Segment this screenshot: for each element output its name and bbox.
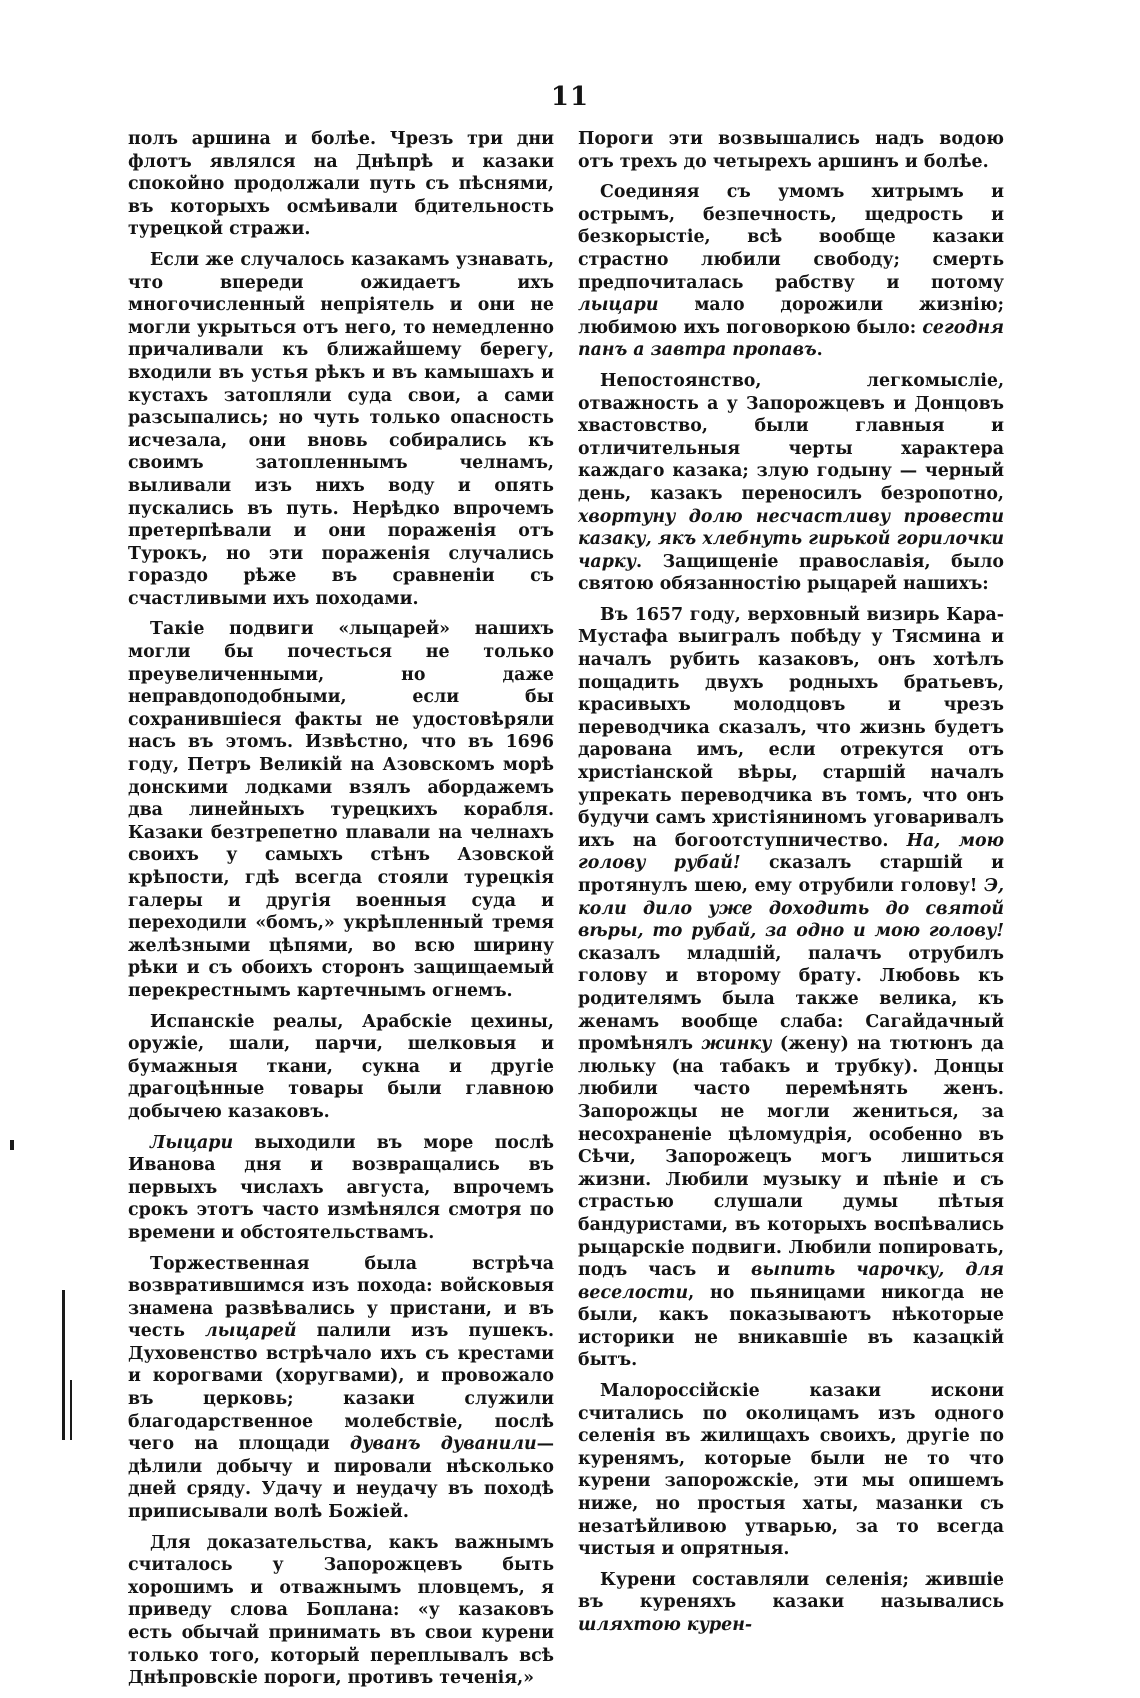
text-run: Курени составляли селенія; жившіе въ куреняхъ казаки назывались (578, 1569, 1004, 1613)
italic-run: выпить чарочку, для веселости (578, 1260, 1004, 1303)
italic-run: дуванъ дуванили (349, 1434, 537, 1455)
text-run: Испанскіе реалы, Арабскіе цехины, оружіе, шали, парчи, шелковыя и бумажныя ткани, сукна и другіе драгоцѣнные товары были главною добычею казаковъ. (128, 1011, 554, 1122)
text-run: сказалъ младшій, палачъ отрубилъ голову и второму брату. Любовь къ родителямъ была также велика, къ женамъ вообще слаба: Сагайдачный промѣнялъ (578, 943, 1004, 1055)
paragraph (578, 1380, 1004, 1561)
text-run: . Защищеніе православія, было святою обязанностію рыцарей нашихъ: (578, 551, 1004, 595)
text-run: мало дорожили жизнію; любимою ихъ поговоркою было: (578, 295, 1004, 338)
text-run: Такіе подвиги «лыцарей» нашихъ могли бы почесться не только преувеличенными, но даже неправдоподобными, если бы сохранившіеся факты не удостовѣряли насъ въ этомъ. Извѣстно, что въ 1696 году, Петръ Великій на Азовскомъ морѣ донскими лодками взялъ абордажемъ два линейныхъ турецкихъ корабля. Казаки безтрепетно плавали на челнахъ своихъ у самыхъ стѣнъ Азовской крѣпости, гдѣ всегда стояли турецкія галеры и другія военныя суда и переходили «бомъ,» укрѣпленный тремя желѣзными цѣпями, во всю ширину рѣки и съ обоихъ сторонъ защищаемый перекрестнымъ картечнымъ огнемъ. (128, 619, 554, 1001)
text-run: Если же случалось казакамъ узнавать, что впереди ожидаетъ ихъ многочисленный непріятель и они не могли укрыться отъ него, то немедленно причаливали къ ближайшему берегу, входили въ устья рѣкъ и въ камышахъ и кустахъ затопляли суда свои, а сами разсыпались; но чуть только опасность исчезала, они вновь собирались къ своимъ затопленнымъ челнамъ, выливали изъ нихъ воду и опять пускались въ путь. Нерѣдко впрочемъ претерпѣвали и они пораженія отъ Турокъ, но эти пораженія случались гораздо рѣже въ сравненіи съ счастливыми ихъ походами. (128, 249, 554, 609)
text-run: Торжественная была встрѣча возвратившимся изъ похода: войсковыя знамена развѣвались у пристани, и въ честь (128, 1253, 554, 1342)
right-column (578, 128, 1004, 1645)
paragraph (128, 128, 554, 241)
text-run: полъ аршина и болѣе. Чрезъ три дни флотъ являлся на Днѣпрѣ и казаки спокойно продолжали путь съ пѣснями, въ которыхъ осмѣивали бдительность турецкой стражи. (128, 129, 554, 240)
text-run: Въ 1657 году, верховный визирь Кара-Мустафа выигралъ побѣду у Тясмина и началъ рубить казаковъ, онъ хотѣлъ пощадить двухъ родныхъ братьевъ, красивыхъ молодцовъ и чрезъ переводчика сказалъ, что жизнь будетъ дарована имъ, если отрекутся отъ христіанской вѣры, старшій началъ упрекать переводчика въ томъ, что онъ будучи самъ христіяниномъ уговаривалъ ихъ на богоотступничество. (578, 604, 1004, 851)
italic-run: На, мою голову рубай! (578, 830, 1004, 874)
paragraph (578, 181, 1004, 362)
italic-run: лыцарей (205, 1321, 297, 1342)
text-run: Соединяя съ умомъ хитрымъ и острымъ, безпечность, щедрость и безкорыстіе, всѣ вообще казаки страстно любили свободу; смерть предпочиталась рабству и потому (578, 182, 1004, 293)
paragraph (578, 604, 1004, 1372)
paragraph (128, 1532, 554, 1690)
text-run: (жену) на тютюнъ да люльку (на табакъ и трубку). Донцы любили часто перемѣнять женъ. Запорожцы не могли жениться, за несохраненіе цѣломудрія, особенно въ Сѣчи, Запорожецъ могъ лишиться жизни. Любили музыку и пѣніе и съ страстью слушали думы пѣтыя бандуристами, въ которыхъ воспѣвались рыцарскіе подвиги. Любили попировать, подъ часъ и (578, 1034, 1004, 1281)
text-run: —дѣлили добычу и пировали нѣсколько дней сряду. Удачу и неудачу въ походѣ приписывали волѣ Божіей. (128, 1434, 555, 1523)
italic-run: лыцари (578, 295, 659, 316)
text-run: сказалъ старшій и протянулъ шею, ему отрубили голову! (578, 853, 1005, 896)
scan-artifact (62, 1290, 65, 1440)
text-run: Для доказательства, какъ важнымъ считалось у Запорожцевъ быть хорошимъ и отважнымъ пловцемъ, я приведу слова Боплана: «у казаковъ есть обычай принимать въ свои курени только того, который переплывалъ всѣ Днѣпровскіе пороги, противъ теченія,» (128, 1532, 554, 1689)
text-run: Пороги эти возвышались надъ водою отъ трехъ до четырехъ аршинъ и болѣе. (578, 129, 1004, 172)
left-column (128, 128, 554, 1698)
paragraph (578, 128, 1004, 173)
text-run: Непостоянство, легкомысліе, отважность а у Запорожцевъ и Донцовъ хвастовство, были главныя и отличительныя черты характера каждаго казака; злую годыну — черный день, казакъ переносилъ безропотно, (578, 370, 1004, 504)
paragraph (578, 370, 1004, 596)
italic-run: хвортуну долю несчастливу провести казаку, якъ хлебнуть гирькой горилочки чарку (578, 506, 1004, 572)
italic-run: Лыцари (150, 1132, 234, 1153)
text-run: . (816, 340, 823, 361)
paragraph (128, 249, 554, 611)
text-run: , но пьяницами никогда не были, какъ показываютъ нѣкоторые историки не вникавшіе въ казацкій бытъ. (578, 1282, 1004, 1371)
paragraph (128, 1253, 554, 1524)
italic-run: сегодня панъ а завтра пропавъ (578, 317, 1004, 361)
scan-artifact (70, 1380, 72, 1440)
paragraph (578, 1569, 1004, 1637)
paragraph (128, 1132, 554, 1245)
italic-run: жинку (701, 1034, 772, 1055)
italic-run: шляхтою курен- (578, 1615, 753, 1635)
italic-run: Э, коли дило уже доходить до святой вѣры, то рубай, за одно и мою голову! (578, 876, 1004, 942)
paragraph (128, 618, 554, 1002)
text-run: палили изъ пушекъ. Духовенство встрѣчало ихъ съ крестами и корогвами (хоругвами), и провожало въ церковь; казаки служили благодарственное молебствіе, послѣ чего на площади (128, 1321, 554, 1455)
scan-artifact (10, 1140, 14, 1150)
text-run: Малороссійскіе казаки искони считались по околицамъ изъ одного селенія въ жилищахъ своихъ, другіе по куренямъ, которые были не то что курени запорожскіе, эти мы опишемъ ниже, но простыя хаты, мазанки съ незатѣйливою утварью, за то всегда чистыя и опрятныя. (578, 1381, 1004, 1560)
page-number: 11 (550, 82, 590, 112)
text-run: выходили въ море послѣ Иванова дня и возвращались въ первыхъ числахъ августа, впрочемъ срокъ этотъ часто измѣнялся смотря по времени и обстоятельствамъ. (128, 1132, 554, 1243)
paragraph (128, 1011, 554, 1124)
